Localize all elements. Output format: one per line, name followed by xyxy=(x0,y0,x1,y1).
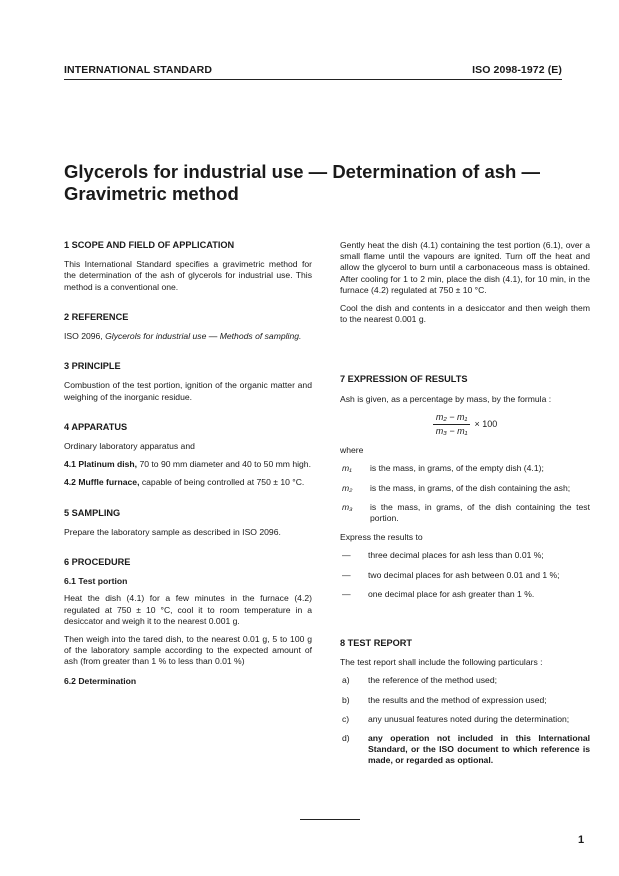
list-item xyxy=(340,589,590,600)
list-item-text: the reference of the method used; xyxy=(368,675,497,686)
reference-text xyxy=(64,331,312,342)
apparatus-intro: Ordinary laboratory apparatus and xyxy=(64,441,195,452)
footer-rule xyxy=(300,819,360,820)
determination-subheading: 6.2 Determination xyxy=(64,675,137,686)
list-item-text: one decimal place for ash greater than 1 %. xyxy=(368,588,535,599)
variable-symbol: m₂ xyxy=(342,482,353,493)
item-marker: b) xyxy=(342,694,350,705)
formula-fraction xyxy=(433,412,471,437)
where-label: where xyxy=(340,445,364,456)
variable-symbol: m₃ xyxy=(342,501,353,512)
apparatus-item-muffle-furnace xyxy=(64,477,312,488)
variable-description: is the mass, in grams, of the empty dish (4.1); xyxy=(370,463,544,474)
formula-denominator: m₃ − m₁ xyxy=(435,426,468,437)
page-header xyxy=(64,64,562,76)
scope-text: This International Standard specifies a gravimetric method for the determination of the ash of glycerols for industrial use. This method is a conventional one. xyxy=(64,259,312,292)
apparatus-heading: 4 APPARATUS xyxy=(64,421,128,432)
variable-definition xyxy=(340,502,590,524)
header-standard-number: ISO 2098-1972 (E) xyxy=(472,64,562,76)
header-standard-label: INTERNATIONAL STANDARD xyxy=(64,64,213,76)
page-number: 1 xyxy=(578,834,585,846)
list-item-text: any unusual features noted during the determination; xyxy=(368,713,570,724)
left-column xyxy=(64,240,312,693)
variable-description: is the mass, in grams, of the dish containing the test portion. xyxy=(370,501,590,524)
reference-heading: 2 REFERENCE xyxy=(64,311,129,322)
procedure-heading: 6 PROCEDURE xyxy=(64,557,131,568)
dash-marker: — xyxy=(342,550,351,561)
list-item xyxy=(340,695,590,706)
variable-definition xyxy=(340,483,590,494)
list-item xyxy=(340,675,590,686)
apparatus-item-title: 4.1 Platinum dish, xyxy=(64,459,138,470)
expression-heading: 7 EXPRESSION OF RESULTS xyxy=(340,374,468,385)
procedure-paragraph: Cool the dish and contents in a desiccator and then weigh them to the nearest 0.001 g. xyxy=(340,303,590,325)
formula-multiplier: × 100 xyxy=(474,418,498,429)
apparatus-item-text: 70 to 90 mm diameter and 40 to 50 mm high. xyxy=(139,459,311,470)
list-item-text: the results and the method of expression used; xyxy=(368,694,547,705)
item-marker: c) xyxy=(342,713,350,724)
report-heading: 8 TEST REPORT xyxy=(340,638,412,649)
item-marker: d) xyxy=(342,733,350,744)
dash-marker: — xyxy=(342,588,351,599)
variable-symbol: m₁ xyxy=(342,463,352,474)
item-marker: a) xyxy=(342,675,350,686)
header-rule xyxy=(64,79,562,80)
express-intro: Express the results to xyxy=(340,532,423,543)
report-intro: The test report shall include the following particulars : xyxy=(340,657,543,668)
procedure-paragraph: Then weigh into the tared dish, to the nearest 0.01 g, 5 to 100 g of the laboratory sample according to the expected amount of ash (from greater than 1 % to less than 0.01 %) xyxy=(64,634,312,667)
sampling-text: Prepare the laboratory sample as described in ISO 2096. xyxy=(64,526,281,537)
list-item xyxy=(340,714,590,725)
list-item xyxy=(340,570,590,581)
list-item-text: any operation not included in this International Standard, or the ISO document to which reference is made, or regarded as optional. xyxy=(368,733,590,766)
principle-text: Combustion of the test portion, ignition of the organic matter and weighing of the inorganic residue. xyxy=(64,380,312,402)
variable-description: is the mass, in grams, of the dish containing the ash; xyxy=(370,482,571,493)
procedure-paragraph: Heat the dish (4.1) for a few minutes in the furnace (4.2) regulated at 750 ± 10 °C, cool it to room temperature in a desiccator and weigh it to the nearest 0.001 g. xyxy=(64,593,312,626)
list-item xyxy=(340,733,590,767)
sampling-heading: 5 SAMPLING xyxy=(64,507,121,518)
apparatus-item-title: 4.2 Muffle furnace, xyxy=(64,477,140,488)
test-portion-subheading: 6.1 Test portion xyxy=(64,576,128,587)
principle-heading: 3 PRINCIPLE xyxy=(64,361,121,372)
reference-title: Glycerols for industrial use — Methods of sampling. xyxy=(105,331,302,342)
apparatus-item-platinum-dish xyxy=(64,459,312,470)
reference-prefix: ISO 2096, xyxy=(64,331,106,342)
right-column xyxy=(340,240,590,775)
list-item xyxy=(340,550,590,561)
formula-numerator: m₂ − m₁ xyxy=(433,412,471,425)
document-title: Glycerols for industrial use — Determination of ash — Gravimetric method xyxy=(64,161,540,204)
ash-formula xyxy=(340,412,590,437)
scope-heading: 1 SCOPE AND FIELD OF APPLICATION xyxy=(64,240,235,250)
list-item-text: two decimal places for ash between 0.01 and 1 %; xyxy=(368,569,560,580)
list-item-text: three decimal places for ash less than 0.01 %; xyxy=(368,550,544,561)
expression-intro: Ash is given, as a percentage by mass, by the formula : xyxy=(340,393,552,404)
procedure-paragraph: Gently heat the dish (4.1) containing the test portion (6.1), over a small flame until the vapours are ignited. Turn off the heat and allow the glycerol to burn until a carbonaceous mass is obtained. After cooling for 1 to 2 min, place the dish (4.1), for 10 min, in the furnace (4.2) regulated at 750 ± 10 °C. xyxy=(340,240,590,295)
dash-marker: — xyxy=(342,569,351,580)
variable-definition xyxy=(340,463,590,474)
apparatus-item-text: capable of being controlled at 750 ± 10 °C. xyxy=(141,477,305,488)
